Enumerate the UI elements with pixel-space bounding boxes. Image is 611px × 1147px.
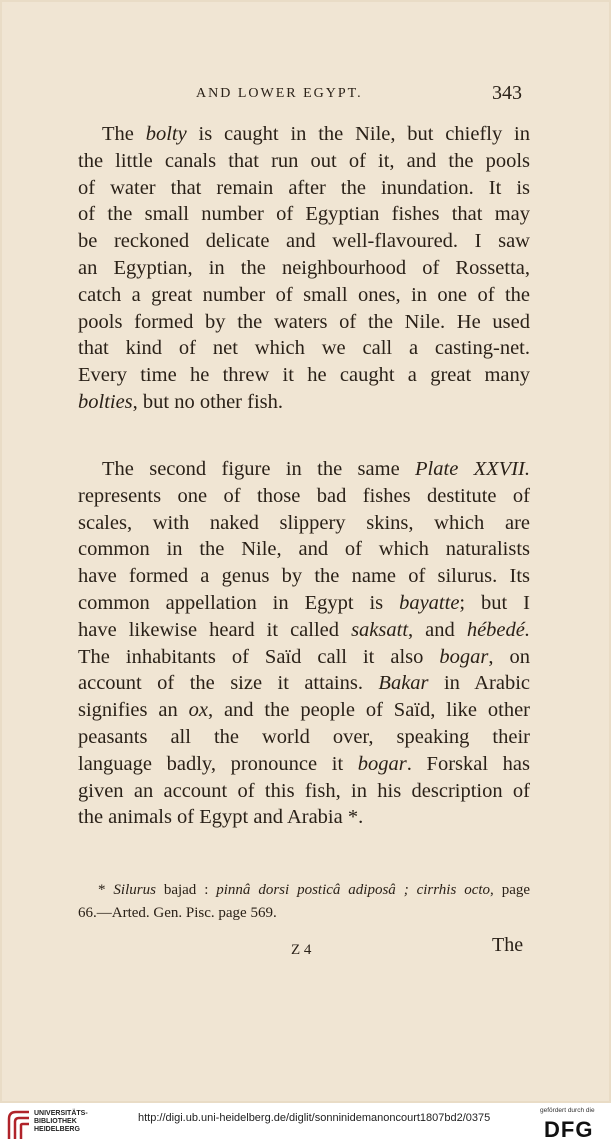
text-segment: pools formed by the waters of the Nile. He used: [78, 310, 530, 333]
text-segment: an Egyptian, in the neighbourhood of Rossetta,: [78, 257, 530, 279]
italic-term: saksatt: [351, 618, 409, 641]
text-line: [78, 335, 530, 361]
text-segment: , and: [408, 618, 467, 641]
text-line: [78, 175, 530, 201]
text-line: [78, 228, 530, 254]
signature-mark: Z 4: [291, 942, 312, 958]
text-segment: in Arabic: [428, 672, 531, 695]
text-segment: , page: [490, 882, 531, 898]
text-segment: given an account of this fish, in his description of: [78, 779, 530, 802]
footnote-line: [78, 903, 378, 923]
text-segment: . Forskal has: [406, 752, 531, 775]
text-line: [102, 456, 530, 482]
text-line: [78, 644, 530, 670]
text-line: [78, 255, 530, 281]
text-segment: common in the Nile, and of which naturalists: [78, 538, 530, 561]
text-segment: of the small number of Egyptian fishes that may: [78, 203, 530, 226]
text-segment: scales, with naked slippery skins, which are: [78, 511, 530, 534]
text-segment: represents one of those bad fishes destitute of: [78, 484, 530, 507]
text-segment: peasants all the world over, speaking their: [78, 726, 530, 748]
text-segment: , and the people of Saïd, like other: [207, 699, 530, 722]
italic-term: pinnâ dorsi posticâ adiposâ ; cirrhis octo: [216, 882, 491, 898]
text-segment: The second figure in the same: [102, 458, 416, 480]
text-line: [102, 121, 530, 147]
text-segment: have likewise heard it called: [78, 618, 352, 641]
italic-term: Plate XXVII.: [415, 458, 531, 480]
text-line: [78, 201, 530, 227]
page-header: [0, 82, 611, 116]
library-name: UNIVERSITÄTS- BIBLIOTHEK HEIDELBERG: [34, 1110, 88, 1133]
footnote-line: [98, 880, 530, 900]
text-line: [78, 804, 530, 830]
text-segment: , on: [488, 645, 531, 668]
text-segment: bajad :: [155, 882, 217, 898]
italic-term: hébedé.: [466, 618, 530, 641]
text-line: [78, 751, 530, 777]
text-line: [78, 309, 530, 335]
text-segment: signifies an: [78, 699, 189, 722]
text-line: [78, 389, 530, 415]
text-line: [78, 724, 530, 750]
text-line: [78, 362, 530, 388]
text-segment: language badly, pronounce it: [78, 752, 358, 775]
text-segment: The: [102, 123, 146, 145]
text-segment: common appellation in Egypt is: [78, 592, 400, 614]
text-line: [78, 148, 530, 174]
text-segment: the animals of Egypt and Arabia *.: [78, 806, 364, 829]
running-head: AND LOWER EGYPT.: [196, 86, 363, 101]
text-segment: is caught in the Nile, but chiefly in: [186, 123, 530, 145]
text-line: [78, 563, 530, 589]
text-segment: of water that remain after the inundation. It is: [78, 176, 530, 199]
italic-term: Bakar: [378, 672, 429, 695]
text-line: [78, 510, 530, 536]
italic-term: bolties: [78, 391, 133, 413]
text-line: [78, 483, 530, 509]
dfg-logo: DFG: [544, 1117, 594, 1142]
italic-term: bolty: [145, 123, 187, 145]
text-segment: that kind of net which we call a casting-net.: [78, 337, 530, 360]
text-segment: account of the size it attains.: [78, 672, 379, 695]
funded-by-label: gefördert durch die: [540, 1107, 595, 1114]
catchword: The: [492, 934, 524, 956]
library-logo-icon: [6, 1109, 32, 1141]
text-line: [78, 778, 530, 804]
source-url-link[interactable]: http://digi.ub.uni-heidelberg.de/diglit/sonninidemanoncourt1807bd2/0375: [138, 1112, 491, 1124]
italic-term: bogar: [357, 752, 407, 775]
text-segment: 66.—Arted. Gen. Pisc. page 569.: [78, 905, 277, 921]
text-segment: The inhabitants of Saïd call it also: [78, 645, 440, 668]
text-line: [78, 670, 530, 696]
italic-term: bayatte: [399, 592, 460, 614]
text-line: [78, 697, 530, 723]
italic-term: bogar: [439, 645, 489, 668]
text-segment: *: [98, 882, 114, 898]
text-segment: the little canals that run out of it, and the pools: [78, 149, 530, 172]
text-line: [78, 536, 530, 562]
text-segment: have formed a genus by the name of silurus. Its: [78, 565, 530, 588]
italic-term: Silurus: [113, 882, 156, 898]
page-number: 343: [492, 82, 522, 104]
text-line: [78, 282, 530, 308]
text-segment: catch a great number of small ones, in one of the: [78, 283, 530, 306]
text-segment: be reckoned delicate and well-flavoured. I saw: [78, 230, 530, 253]
digitization-footer: [0, 1103, 611, 1147]
text-segment: Every time he threw it he caught a great many: [78, 364, 530, 387]
text-segment: ; but I: [459, 592, 531, 614]
italic-term: ox: [188, 699, 208, 722]
text-line: [78, 590, 530, 616]
text-segment: , but no other fish.: [132, 391, 283, 413]
text-line: [78, 617, 530, 643]
